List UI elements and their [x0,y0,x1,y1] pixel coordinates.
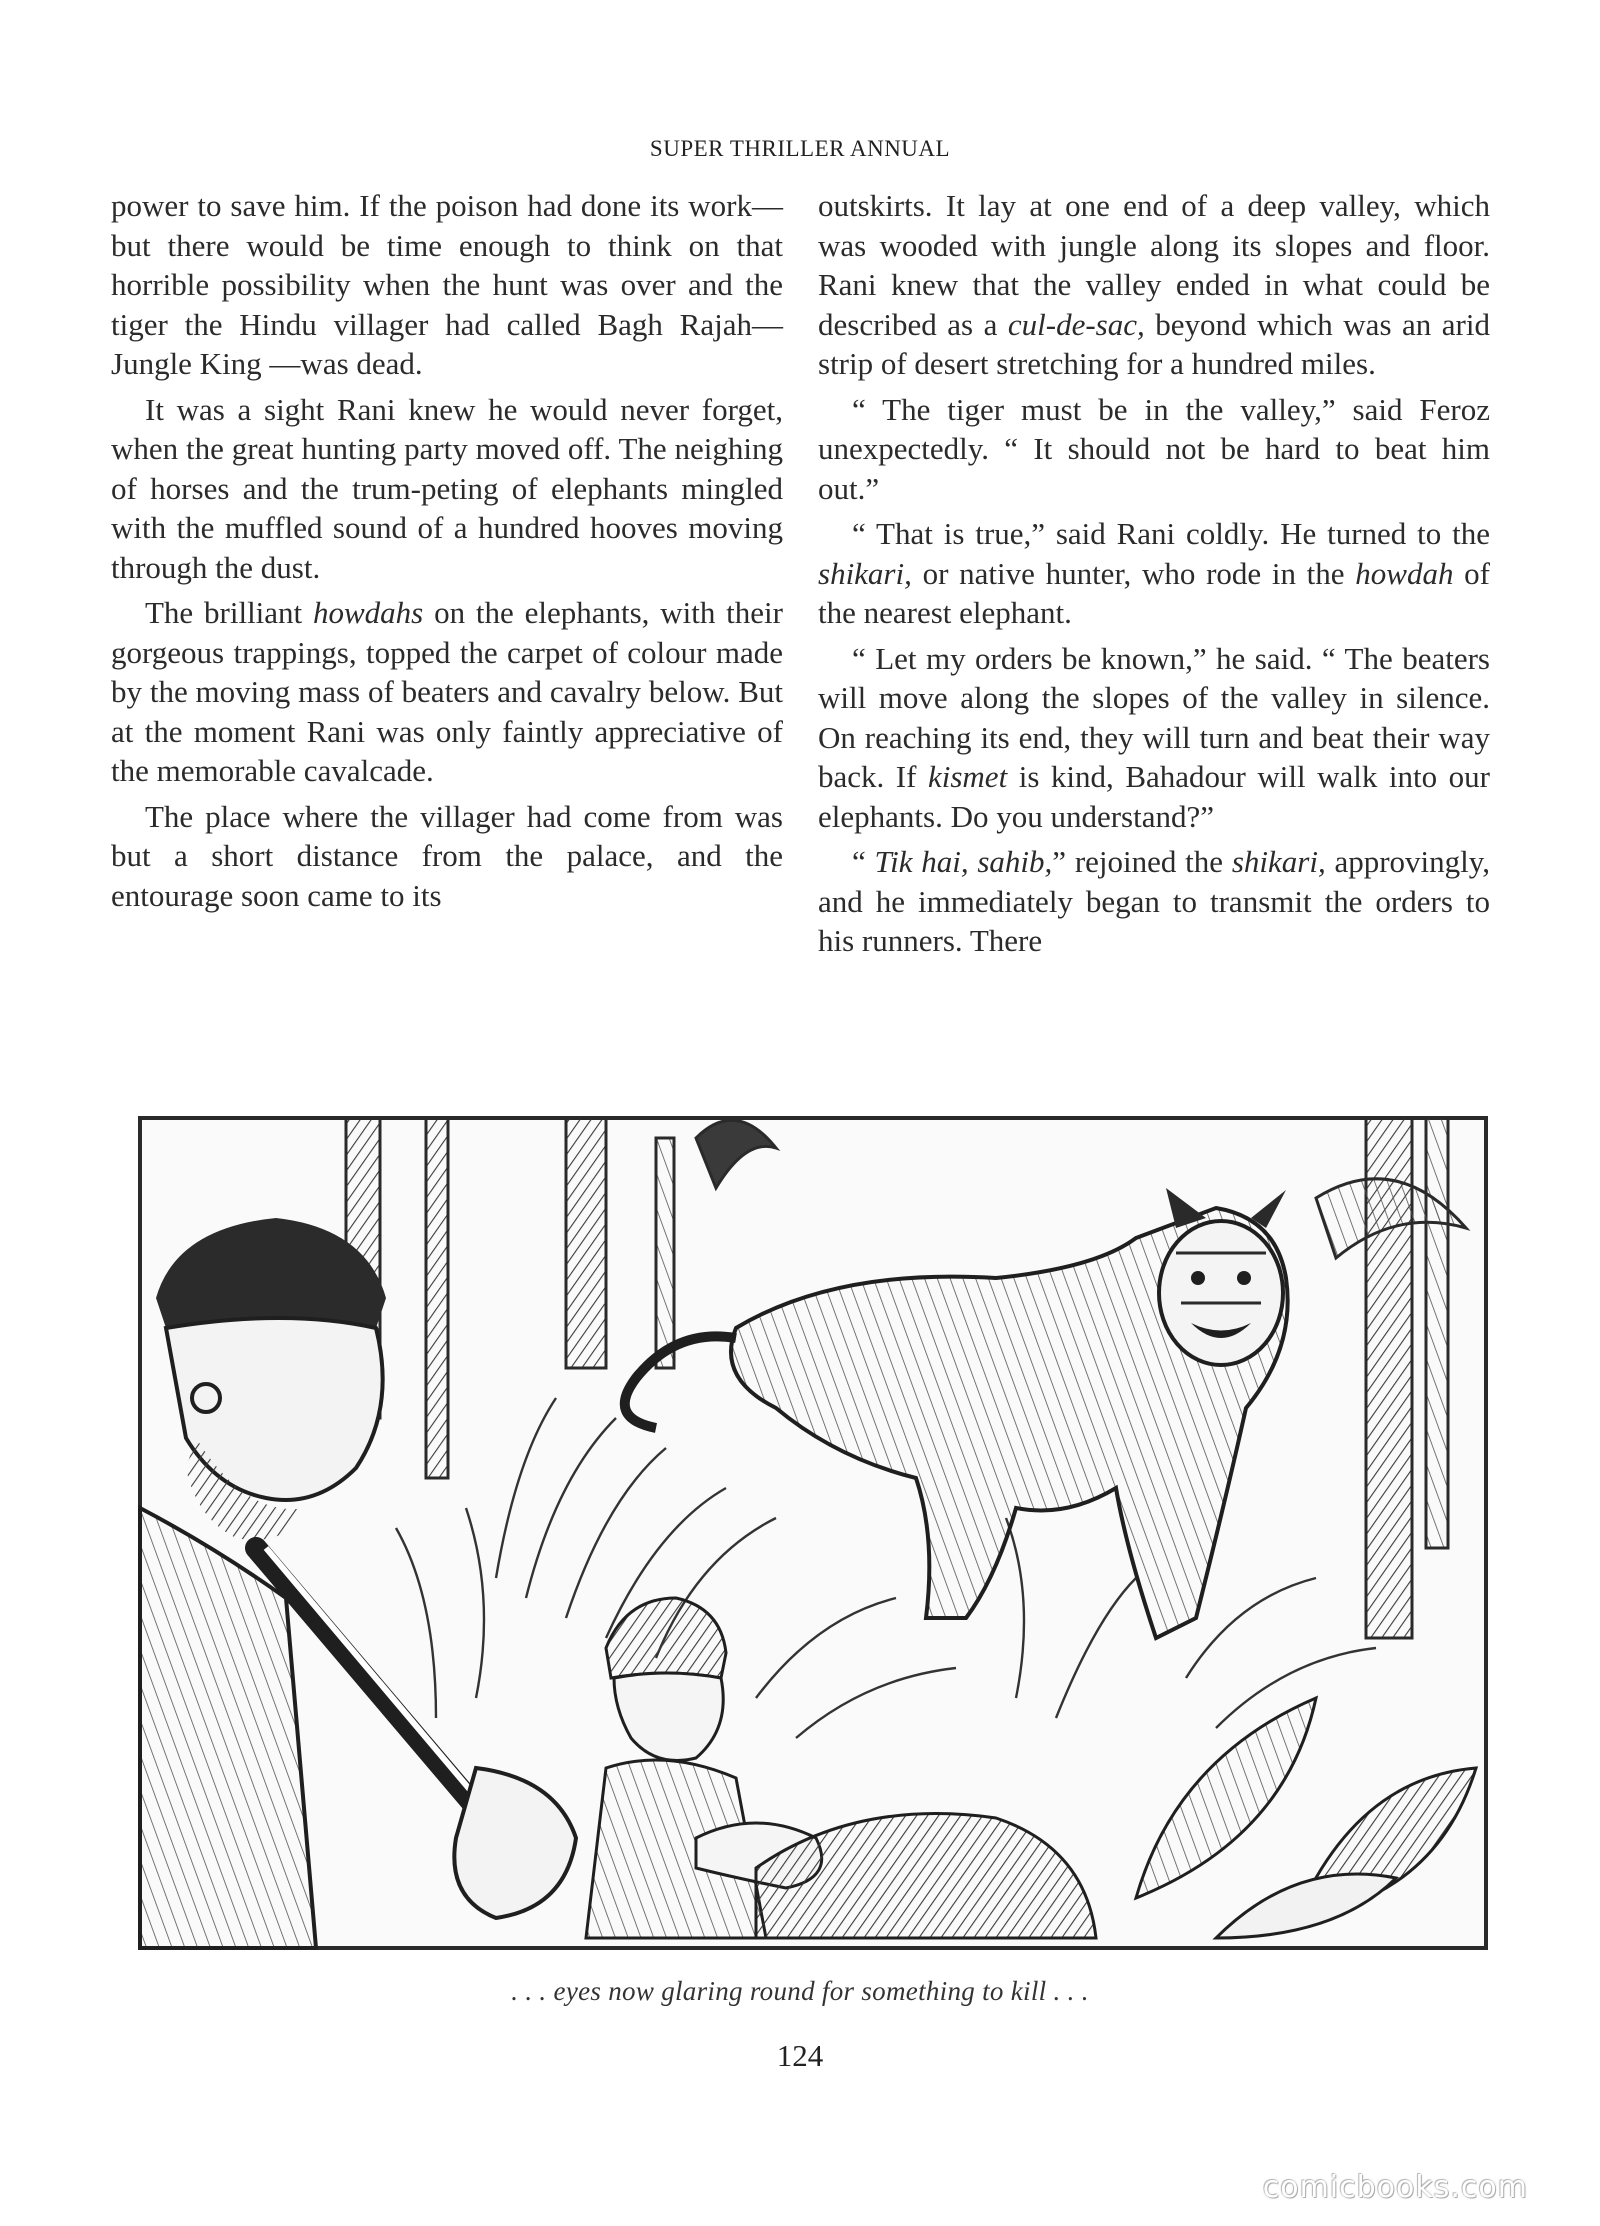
italic-term: shikari, [1231,844,1326,879]
italic-term: howdah [1355,555,1454,591]
paragraph: “ Tik hai, sahib,” rejoined the shikari, approvingly, and he immediately began to transmit the orders to his runners. There [818,844,1491,958]
italic-term: shikari, [818,555,912,591]
italic-term: howdahs [313,595,424,630]
tiger-hunt-illustration [136,1078,1490,1958]
paragraph: power to save him. If the poison had done its work—but there would be time enough to think on that horrible possibility when the hunt was over and the tiger the Hindu villager had called Bagh Rajah—Jungle King —was dead. [111,188,783,381]
italic-term: cul-de-sac, [1007,306,1145,342]
paragraph: outskirts. It lay at one end of a deep valley, which was wooded with jungle along its slopes and floor. Rani knew that the valley ended in what could be described as a cul-de-sac, beyond which was an arid strip of desert stretching for a hundred miles. [818,188,1490,381]
illustration-caption: . . . eyes now glaring round for something to kill . . . [511,1976,1089,2006]
italic-term: kismet [927,759,1008,794]
paragraph: “ The tiger must be in the valley,” said Feroz unexpectedly. “ It should not be hard to beat him out.” [818,391,1490,506]
paragraph: The brilliant howdahs on the elephants, with their gorgeous trappings, topped the carpet of colour made by the moving mass of beaters and cavalry below. But at the moment Rani was only faintly appreciative of the memorable cavalcade. [111,595,783,788]
paragraph: “ Let my orders be known,” he said. “ The beaters will move along the slopes of the valley in silence. On reaching its end, they will turn and beat their way back. If kismet is kind, Bahadour will walk into our elephants. Do you understand?” [818,640,1490,834]
running-title: SUPER THRILLER ANNUAL [649,136,951,161]
page-number: 124 [776,2038,824,2073]
site-watermark: comicbooks.com [1262,2170,1528,2205]
right-text-column [818,186,1490,967]
left-text-column [111,186,783,921]
paragraph: It was a sight Rani knew he would never forget, when the great hunting party moved off. The neighing of horses and the trum-peting of elephants mingled with the muffled sound of a hundred hooves moving through the dust. [111,391,783,585]
italic-term: Tik hai, sahib, [874,844,1053,879]
paragraph: “ That is true,” said Rani coldly. He turned to the shikari, or native hunter, who rode in the howdah of the nearest elephant. [818,516,1491,630]
paragraph: The place where the villager had come from was but a short distance from the palace, and the entourage soon came to its [111,798,783,913]
